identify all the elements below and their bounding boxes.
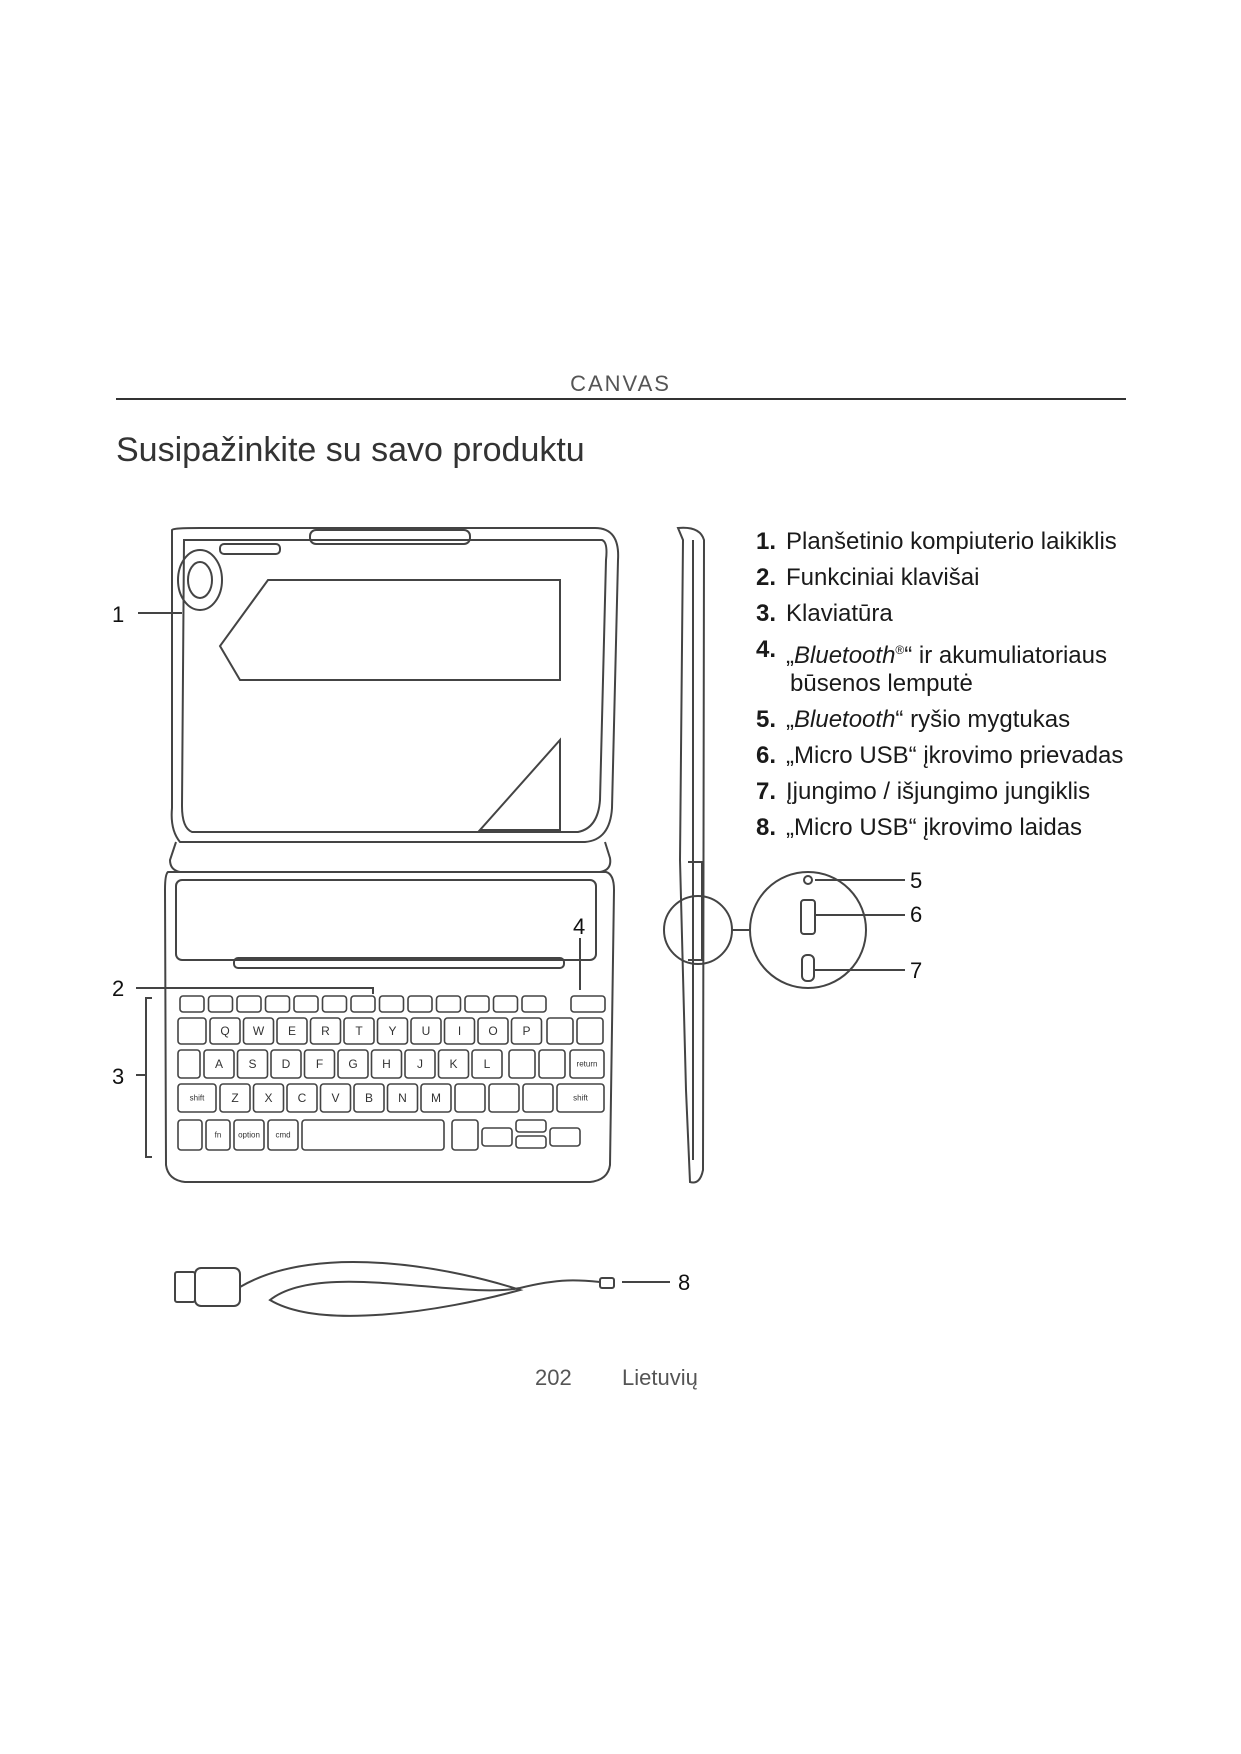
arrow-down-key bbox=[516, 1136, 546, 1148]
key-n-label: N bbox=[398, 1091, 407, 1105]
semicolon-key bbox=[509, 1050, 535, 1078]
key-a-label: A bbox=[214, 1057, 224, 1071]
usb-a-plug bbox=[175, 1272, 195, 1302]
key-l-label: L bbox=[483, 1057, 491, 1071]
tablet-top-slot bbox=[220, 544, 280, 554]
key-p-label: P bbox=[522, 1024, 531, 1038]
backslash-key bbox=[577, 1018, 603, 1044]
option-key-label: option bbox=[238, 1130, 260, 1140]
key-h-label: H bbox=[382, 1057, 391, 1071]
footer-language: Lietuvių bbox=[622, 1365, 698, 1390]
function-key bbox=[408, 996, 432, 1012]
holder-cutout-large bbox=[220, 580, 560, 680]
tab-key bbox=[178, 1018, 206, 1044]
key-q-label: Q bbox=[220, 1024, 230, 1038]
function-key bbox=[465, 996, 489, 1012]
key-j-label: J bbox=[417, 1057, 423, 1071]
callout-6: 6 bbox=[910, 902, 923, 927]
arrow-up-key bbox=[516, 1120, 546, 1132]
key-e-label: E bbox=[287, 1024, 297, 1038]
hinge-outline bbox=[170, 842, 610, 872]
callout-8: 8 bbox=[678, 1270, 691, 1295]
tablet-top-tab bbox=[310, 530, 470, 544]
callout-3: 3 bbox=[112, 1064, 125, 1089]
callout-4: 4 bbox=[573, 914, 586, 939]
part-item: 8. „Micro USB“ įkrovimo laidas bbox=[756, 814, 1083, 841]
callout-line-3-bracket bbox=[146, 998, 152, 1157]
fn-key-label: fn bbox=[214, 1130, 222, 1140]
key-i-label: I bbox=[457, 1024, 462, 1038]
zoom-bt-button bbox=[804, 876, 812, 884]
part-item: 3. Klaviatūra bbox=[756, 600, 893, 627]
callout-1: 1 bbox=[112, 602, 125, 627]
key-t-label: T bbox=[355, 1024, 363, 1038]
function-key bbox=[522, 996, 546, 1012]
bracket-key bbox=[547, 1018, 573, 1044]
function-key bbox=[180, 996, 204, 1012]
keyboard-top-panel bbox=[176, 880, 596, 960]
period-key bbox=[489, 1084, 519, 1112]
shift-key-right-label: shift bbox=[573, 1093, 588, 1103]
camera-ring-inner bbox=[188, 562, 212, 598]
function-key bbox=[437, 996, 461, 1012]
function-key-wide bbox=[571, 996, 605, 1012]
callout-5: 5 bbox=[910, 868, 923, 893]
key-w-label: W bbox=[252, 1024, 265, 1038]
tablet-holder-inner-outline bbox=[182, 540, 607, 832]
key-r-label: R bbox=[321, 1024, 330, 1038]
space-key bbox=[302, 1120, 444, 1150]
parts-list bbox=[756, 524, 1123, 846]
tablet-holder-outline bbox=[172, 528, 618, 842]
micro-usb-plug bbox=[600, 1278, 614, 1288]
key-f-label: F bbox=[315, 1057, 324, 1071]
callout-2: 2 bbox=[112, 976, 125, 1001]
function-key bbox=[380, 996, 404, 1012]
key-z-label: Z bbox=[231, 1091, 239, 1105]
caps-key bbox=[178, 1050, 200, 1078]
part-item: 4. „Bluetooth®“ ir akumuliatoriaus būsenos lemputė bbox=[756, 636, 1107, 697]
function-key bbox=[237, 996, 261, 1012]
home-key bbox=[452, 1120, 478, 1150]
function-key bbox=[294, 996, 318, 1012]
page-title: Susipažinkite su savo produktu bbox=[116, 430, 585, 469]
slash-key bbox=[523, 1084, 553, 1112]
function-key bbox=[266, 996, 290, 1012]
arrow-right-key bbox=[550, 1128, 580, 1146]
key-y-label: Y bbox=[388, 1024, 397, 1038]
side-view-outline bbox=[678, 528, 704, 1183]
usb-a-body bbox=[195, 1268, 240, 1306]
page-number: 202 bbox=[535, 1365, 572, 1390]
function-key bbox=[494, 996, 518, 1012]
function-key bbox=[209, 996, 233, 1012]
quote-key bbox=[539, 1050, 565, 1078]
holder-cutout-triangle bbox=[480, 740, 560, 830]
part-item: 2. Funkciniai klavišai bbox=[756, 564, 980, 591]
key-s-label: S bbox=[248, 1057, 257, 1071]
function-key bbox=[323, 996, 347, 1012]
key-v-label: V bbox=[331, 1091, 340, 1105]
keyboard-keys bbox=[178, 996, 605, 1150]
part-item: 5. „Bluetooth“ ryšio mygtukas bbox=[756, 706, 1071, 733]
callout-line-2 bbox=[136, 988, 373, 994]
side-view-port-area bbox=[688, 862, 702, 960]
part-item: 6. „Micro USB“ įkrovimo prievadas bbox=[756, 742, 1124, 769]
key-u-label: U bbox=[421, 1024, 431, 1038]
part-item: 7. Įjungimo / išjungimo jungiklis bbox=[756, 778, 1091, 805]
key-g-label: G bbox=[348, 1057, 358, 1071]
cable-body bbox=[240, 1262, 600, 1316]
key-x-label: X bbox=[264, 1091, 273, 1105]
arrow-left-key bbox=[482, 1128, 512, 1146]
shift-key-left-label: shift bbox=[189, 1093, 205, 1103]
key-m-label: M bbox=[431, 1091, 441, 1105]
zoom-power-switch bbox=[802, 955, 814, 981]
ctrl-key bbox=[178, 1120, 202, 1150]
key-d-label: D bbox=[281, 1057, 291, 1071]
key-o-label: O bbox=[488, 1024, 498, 1038]
function-key bbox=[351, 996, 375, 1012]
header-brand: CANVAS bbox=[570, 371, 671, 396]
part-item: 1. Planšetinio kompiuterio laikiklis bbox=[756, 528, 1117, 555]
key-c-label: C bbox=[297, 1091, 307, 1105]
callout-7: 7 bbox=[910, 958, 923, 983]
key-b-label: B bbox=[364, 1091, 374, 1105]
comma-key bbox=[455, 1084, 485, 1112]
cmd-key-label: cmd bbox=[275, 1130, 291, 1140]
magnifier-small bbox=[664, 896, 732, 964]
zoom-usb-port bbox=[801, 900, 815, 934]
key-k-label: K bbox=[449, 1057, 458, 1071]
return-key-label: return bbox=[576, 1059, 598, 1069]
